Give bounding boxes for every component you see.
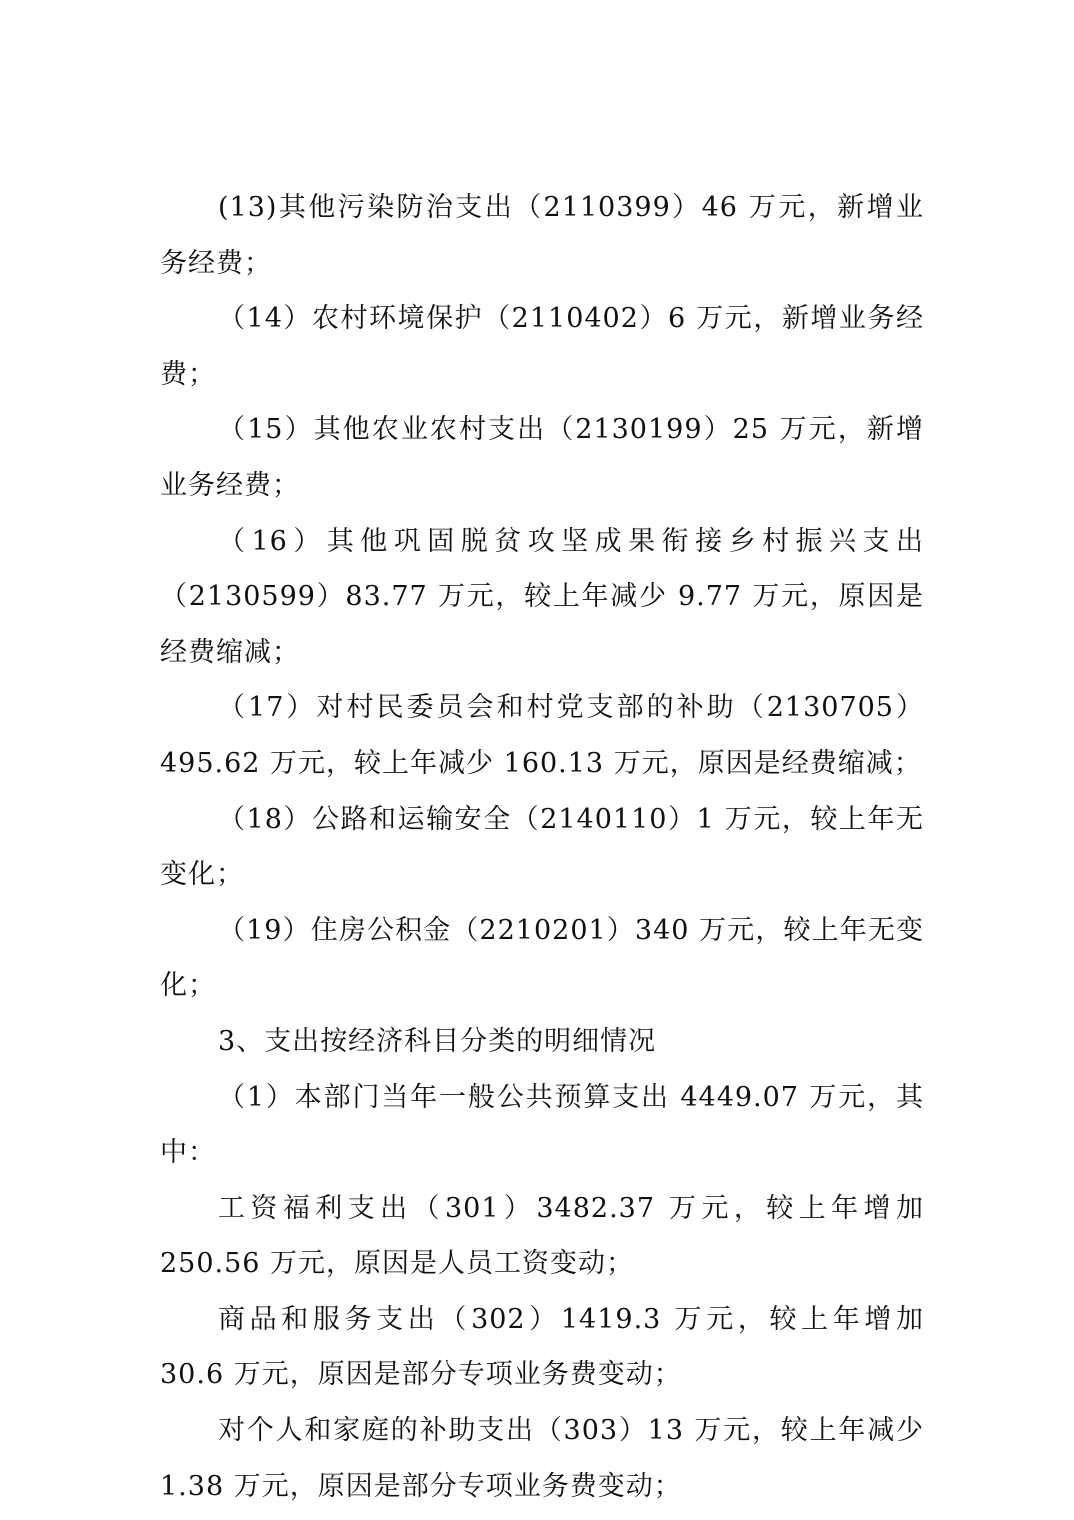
- paragraph-household-subsidy: 对个人和家庭的补助支出（303）13 万元，较上年减少 1.38 万元，原因是部分专项业务费变动；: [160, 1415, 924, 1502]
- paragraph-19-housing-fund: （19）住房公积金（2210201）340 万元，较上年无变化；: [160, 914, 924, 1002]
- paragraph-14-rural-environment: （14）农村环境保护（2110402）6 万元，新增业务经费；: [160, 303, 924, 390]
- paragraph-goods-services: 商品和服务支出（302）1419.3 万元，较上年增加 30.6 万元，原因是部分专项业务费变动；: [160, 1303, 924, 1391]
- paragraph-general-budget-total: （1）本部门当年一般公共预算支出 4449.07 万元，其中：: [160, 1081, 924, 1169]
- paragraph-17-village-committee-subsidy: （17）对村民委员会和村党支部的补助（2130705）495.62 万元，较上年减少 160.13 万元，原因是经费缩减；: [160, 692, 924, 779]
- paragraph-16-rural-revitalization: （16）其他巩固脱贫攻坚成果衔接乡村振兴支出（2130599）83.77 万元，较上年减少 9.77 万元，原因是经费缩减；: [160, 525, 924, 668]
- paragraph-salary-welfare: 工资福利支出（301）3482.37 万元，较上年增加 250.56 万元，原因是人员工资变动；: [160, 1192, 924, 1280]
- document-body: [160, 180, 924, 1514]
- paragraph-18-road-transport-safety: （18）公路和运输安全（2140110）1 万元，较上年无变化；: [160, 803, 924, 891]
- section-heading-economic-classification: 3、支出按经济科目分类的明细情况: [218, 1025, 657, 1057]
- paragraph-15-other-agriculture: （15）其他农业农村支出（2130199）25 万元，新增业务经费；: [160, 414, 924, 501]
- paragraph-13-other-pollution: (13)其他污染防治支出（2110399）46 万元，新增业务经费；: [160, 192, 924, 279]
